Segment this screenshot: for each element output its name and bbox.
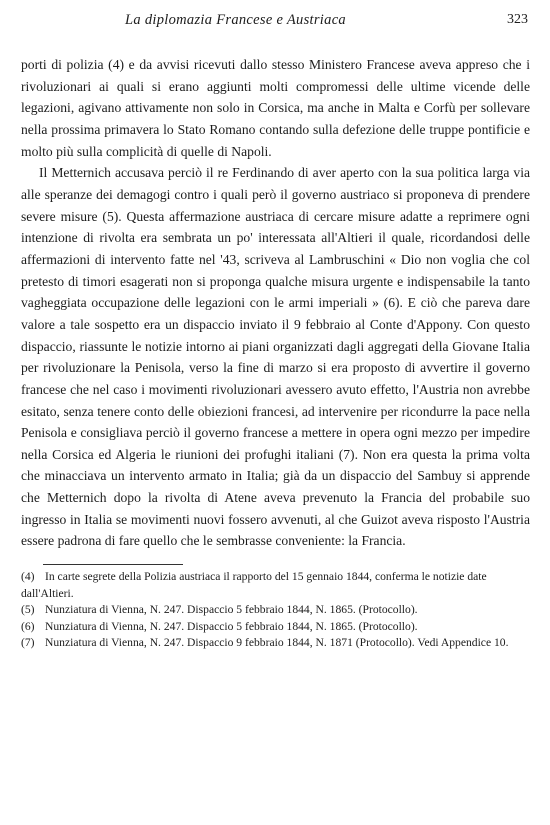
footnote-mark: (5) [21,603,35,617]
footnote-divider [43,564,183,565]
footnote-text: Nunziatura di Vienna, N. 247. Dispaccio 5 febbraio 1844, N. 1865. (Protocollo). [45,603,418,617]
footnote-text: In carte segrete della Polizia austriaca il rapporto del 15 gennaio 1844, conferma le notizie date dall'Altieri. [21,570,487,600]
body-text [21,54,530,552]
footnote [21,635,530,652]
footnotes [21,569,530,652]
footnote [21,602,530,619]
footnote-mark: (7) [21,636,35,650]
page-header [21,6,530,32]
paragraph: Il Metternich accusava perciò il re Ferdinando di aver aperto con la sua politica larga via alle speranze dei demagogi contro i quali però il governo austriaco si proponeva di prendere severe misure (5). Questa affermazione austriaca di cercare misure adatte a reprimere ogni intenzione di rivolta era sembrata un po' interessata all'Altieri il quale, ricordandosi delle affermazioni di intervento fatte nel '43, scriveva al Lambruschini « Dio non voglia che col pretesto di timori esagerati non si proponga qualche misura urgente e indispensabile la tanto vagheggiata occupazione delle legazioni con le armi imperiali » (6). E ciò che pareva dare valore a tale sospetto era un dispaccio inviato il 9 febbraio al Conte d'Appony. Con questo dispaccio, riassunte le notizie intorno ai piani organizzati dagli aggregati della Giovane Italia per rivoluzionare la Penisola, verso la fine di marzo si era proposto di avvertire il governo francese che nel caso i movimenti rivoluzionari avessero avuto effetto, l'Austria non avrebbe esitato, senza tenere conto delle obiezioni francesi, ad intervenire per ricondurre la pace nella Penisola e consigliava perciò il governo francese a mettere in opera ogni mezzo per impedire nella Corsica ed Algeria le riunioni dei profughi italiani (7). Non era questa la prima volta che minacciava un intervento armato in Italia; già da un dispaccio del Sambuy si apprende che Metternich dopo la rivolta di Atene aveva prevenuto la Francia del probabile suo ingresso in Italia se movimenti nuovi fossero avvenuti, al che Guizot aveva risposto l'Austria essere padrona di fare quello che le sembrasse conveniente: la Francia. [21,165,530,549]
footnote-mark: (4) [21,570,35,584]
running-title: La diplomazia Francese e Austriaca [125,12,346,28]
footnote-text: Nunziatura di Vienna, N. 247. Dispaccio 5 febbraio 1844, N. 1865. (Protocollo). [45,619,418,633]
page-number: 323 [507,12,528,27]
footnote-mark: (6) [21,619,35,633]
footnote-text: Nunziatura di Vienna, N. 247. Dispaccio 9 febbraio 1844, N. 1871 (Protocollo). Vedi Appendice 10. [45,636,509,650]
footnote [21,619,530,636]
paragraph: porti di polizia (4) e da avvisi ricevuti dallo stesso Ministero Francese aveva appreso che i rivoluzionari ai quali si erano aggiunti molti compromessi delle ultime vicende delle legazioni, agivano attivamente non solo in Corsica, ma anche in Malta e Corfù per sollevare nella prossima primavera lo Stato Romano contando sulla defezione delle truppe pontificie e molto più sulla complicità di quelle di Napoli. [21,57,530,159]
footnote [21,569,530,602]
